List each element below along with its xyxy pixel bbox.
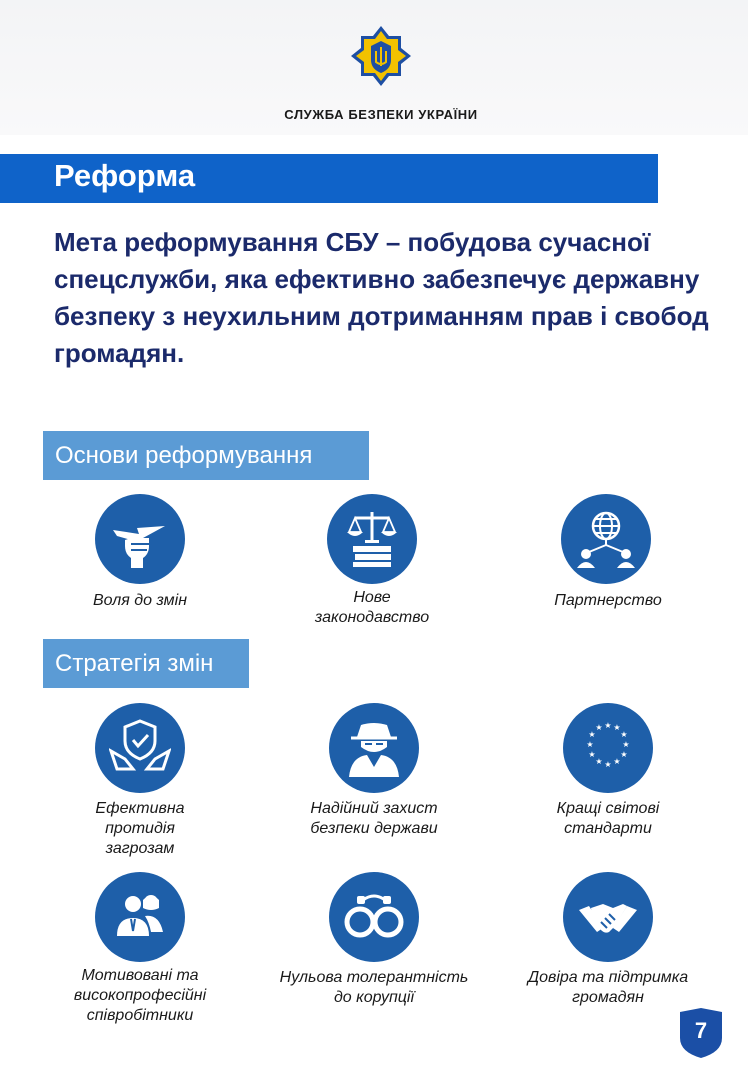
svg-text:★: ★ (622, 740, 630, 749)
caption-citizen-trust: Довіра та підтримка громадян (527, 969, 689, 1006)
caption-state-security: Надійний захист безпеки держави (310, 800, 438, 837)
svg-text:★: ★ (604, 760, 612, 769)
reform-goal-text: Мета реформування СБУ – побудова сучасної спецслужби, яка ефективно забезпечує державну безпеку з неухильним дотриманням прав і свобод громадян. (54, 227, 709, 368)
foundations-label: Основи реформування (43, 431, 369, 480)
handcuffs-icon (329, 872, 419, 962)
shield-hands-icon (95, 703, 185, 793)
caption-partnership: Партнерство (554, 592, 662, 609)
svg-text:★: ★ (586, 740, 594, 749)
spy-icon (329, 703, 419, 793)
reform-title: Реформа (54, 158, 196, 193)
svg-text:★: ★ (613, 757, 621, 766)
svg-text:★: ★ (620, 750, 628, 759)
svg-text:★: ★ (588, 730, 596, 739)
caption-motivated-employees: Мотивовані та високопрофесійні співробітники (73, 967, 207, 1024)
svg-text:★: ★ (604, 721, 612, 730)
caption-zero-tolerance: Нульова толерантність до корупції (279, 969, 469, 1006)
fist-lightning-icon (95, 494, 185, 584)
sbu-emblem-icon (349, 24, 413, 88)
caption-threat-counteraction: Ефективна протидія загрозам (95, 800, 185, 857)
svg-text:★: ★ (595, 757, 603, 766)
scales-law-icon (327, 494, 417, 584)
svg-text:★: ★ (588, 750, 596, 759)
caption-world-standards: Кращі світові стандарти (556, 800, 660, 837)
strategy-label: Стратегія змін (43, 639, 249, 688)
caption-will-to-change: Воля до змін (92, 592, 187, 609)
handshake-icon (563, 872, 653, 962)
svg-text:★: ★ (595, 723, 603, 732)
org-name: СЛУЖБА БЕЗПЕКИ УКРАЇНИ (284, 107, 478, 122)
employees-icon (95, 872, 185, 962)
globe-network-icon (561, 494, 651, 584)
caption-new-legislation: Нове законодавство (314, 589, 430, 626)
eu-stars-icon (563, 703, 653, 793)
svg-text:★: ★ (620, 730, 628, 739)
svg-text:★: ★ (613, 723, 621, 732)
page-number: 7 (694, 1018, 708, 1043)
